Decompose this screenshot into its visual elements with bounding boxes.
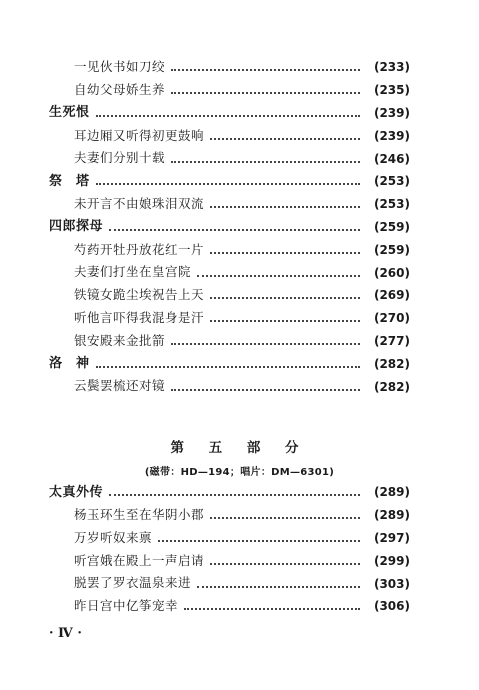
toc-list-bottom xyxy=(0,481,479,618)
toc-entry-title: 夫妻们分别十载 xyxy=(74,150,166,166)
toc-entry-page: (303) xyxy=(373,576,410,591)
toc-section-entry xyxy=(0,170,479,193)
dot-leader xyxy=(96,183,360,185)
toc-item-entry xyxy=(0,527,479,550)
dot-leader xyxy=(171,92,360,94)
dot-leader xyxy=(96,115,360,117)
part-subtitle: (磁带：HD—194；唱片：DM—6301) xyxy=(144,467,335,478)
toc-entry-title: 耳边厢又听得初更鼓响 xyxy=(74,127,205,143)
toc-item-entry xyxy=(0,261,479,284)
toc-item-entry xyxy=(0,504,479,527)
toc-entry-title: 昨日宫中亿筝宠幸 xyxy=(74,598,179,614)
toc-entry-title: 自幼父母娇生养 xyxy=(74,81,166,97)
toc-item-entry xyxy=(0,124,479,147)
toc-entry-page: (306) xyxy=(373,599,410,614)
dot-leader xyxy=(158,540,360,542)
toc-entry-page: (282) xyxy=(373,379,410,394)
toc-entry-title: 铁镜女跪尘埃祝告上天 xyxy=(74,287,205,303)
dot-leader xyxy=(171,389,360,391)
toc-list-top xyxy=(0,56,479,398)
dot-leader xyxy=(197,275,360,277)
toc-entry-page: (277) xyxy=(373,333,410,348)
toc-entry-page: (260) xyxy=(373,265,410,280)
toc-item-entry xyxy=(0,549,479,572)
dot-leader xyxy=(210,297,360,299)
toc-section-entry xyxy=(0,102,479,125)
toc-entry-page: (299) xyxy=(373,553,410,568)
toc-entry-title: 洛 神 xyxy=(49,356,90,372)
toc-section-entry xyxy=(0,216,479,239)
dot-leader xyxy=(210,517,360,519)
toc-entry-title: 祭 塔 xyxy=(49,173,90,189)
toc-entry-title: 万岁听奴来禀 xyxy=(74,529,153,545)
dot-leader xyxy=(197,586,360,588)
toc-entry-title: 杨玉环生至在华阴小郡 xyxy=(74,506,205,522)
toc-item-entry xyxy=(0,330,479,353)
toc-section-entry xyxy=(0,481,479,504)
toc-item-entry xyxy=(0,307,479,330)
toc-entry-title: 未开言不由娘珠泪双流 xyxy=(74,195,205,211)
toc-entry-title: 一见伙书如刀绞 xyxy=(74,59,166,75)
dot-leader xyxy=(96,366,360,368)
toc-item-entry xyxy=(0,238,479,261)
dot-leader xyxy=(171,69,360,71)
toc-item-entry xyxy=(0,595,479,618)
dot-leader xyxy=(210,206,360,208)
toc-entry-page: (297) xyxy=(373,530,410,545)
toc-entry-page: (289) xyxy=(373,508,410,523)
toc-section-entry xyxy=(0,352,479,375)
toc-item-entry xyxy=(0,284,479,307)
toc-entry-page: (269) xyxy=(373,288,410,303)
toc-entry-title: 云鬓罢梳还对镜 xyxy=(74,378,166,394)
toc-entry-title: 太真外传 xyxy=(49,484,104,500)
toc-entry-title: 脱罢了罗衣温泉来进 xyxy=(74,575,192,591)
toc-item-entry xyxy=(0,79,479,102)
part-heading: 第 五 部 分 xyxy=(170,440,309,456)
dot-leader xyxy=(210,252,360,254)
toc-entry-title: 夫妻们打坐在皇宫院 xyxy=(74,264,192,280)
toc-entry-title: 芍药开牡丹放花红一片 xyxy=(74,241,205,257)
toc-item-entry xyxy=(0,193,479,216)
toc-entry-page: (253) xyxy=(373,174,410,189)
dot-leader xyxy=(109,494,360,496)
toc-entry-title: 听宫娥在殿上一声启请 xyxy=(74,552,205,568)
dot-leader xyxy=(171,343,360,345)
toc-entry-page: (233) xyxy=(373,60,410,75)
toc-item-entry xyxy=(0,147,479,170)
toc-entry-page: (282) xyxy=(373,356,410,371)
toc-entry-page: (289) xyxy=(373,485,410,500)
dot-leader xyxy=(210,563,360,565)
toc-entry-page: (235) xyxy=(373,83,410,98)
toc-entry-title: 银安殿来金批箭 xyxy=(74,332,166,348)
toc-item-entry xyxy=(0,572,479,595)
toc-entry-page: (239) xyxy=(373,105,410,120)
toc-entry-page: (246) xyxy=(373,151,410,166)
dot-leader xyxy=(171,161,360,163)
toc-entry-page: (270) xyxy=(373,311,410,326)
toc-entry-title: 听他言吓得我混身是汗 xyxy=(74,309,205,325)
dot-leader xyxy=(210,320,360,322)
toc-entry-title: 生死恨 xyxy=(49,105,90,121)
toc-item-entry xyxy=(0,375,479,398)
dot-leader xyxy=(210,138,360,140)
dot-leader xyxy=(109,229,360,231)
page-folio: · Ⅳ · xyxy=(49,626,82,641)
toc-entry-title: 四郎探母 xyxy=(49,219,104,235)
toc-entry-page: (259) xyxy=(373,242,410,257)
toc-entry-page: (239) xyxy=(373,128,410,143)
toc-entry-page: (259) xyxy=(373,219,410,234)
dot-leader xyxy=(184,608,360,610)
toc-item-entry xyxy=(0,56,479,79)
toc-entry-page: (253) xyxy=(373,197,410,212)
